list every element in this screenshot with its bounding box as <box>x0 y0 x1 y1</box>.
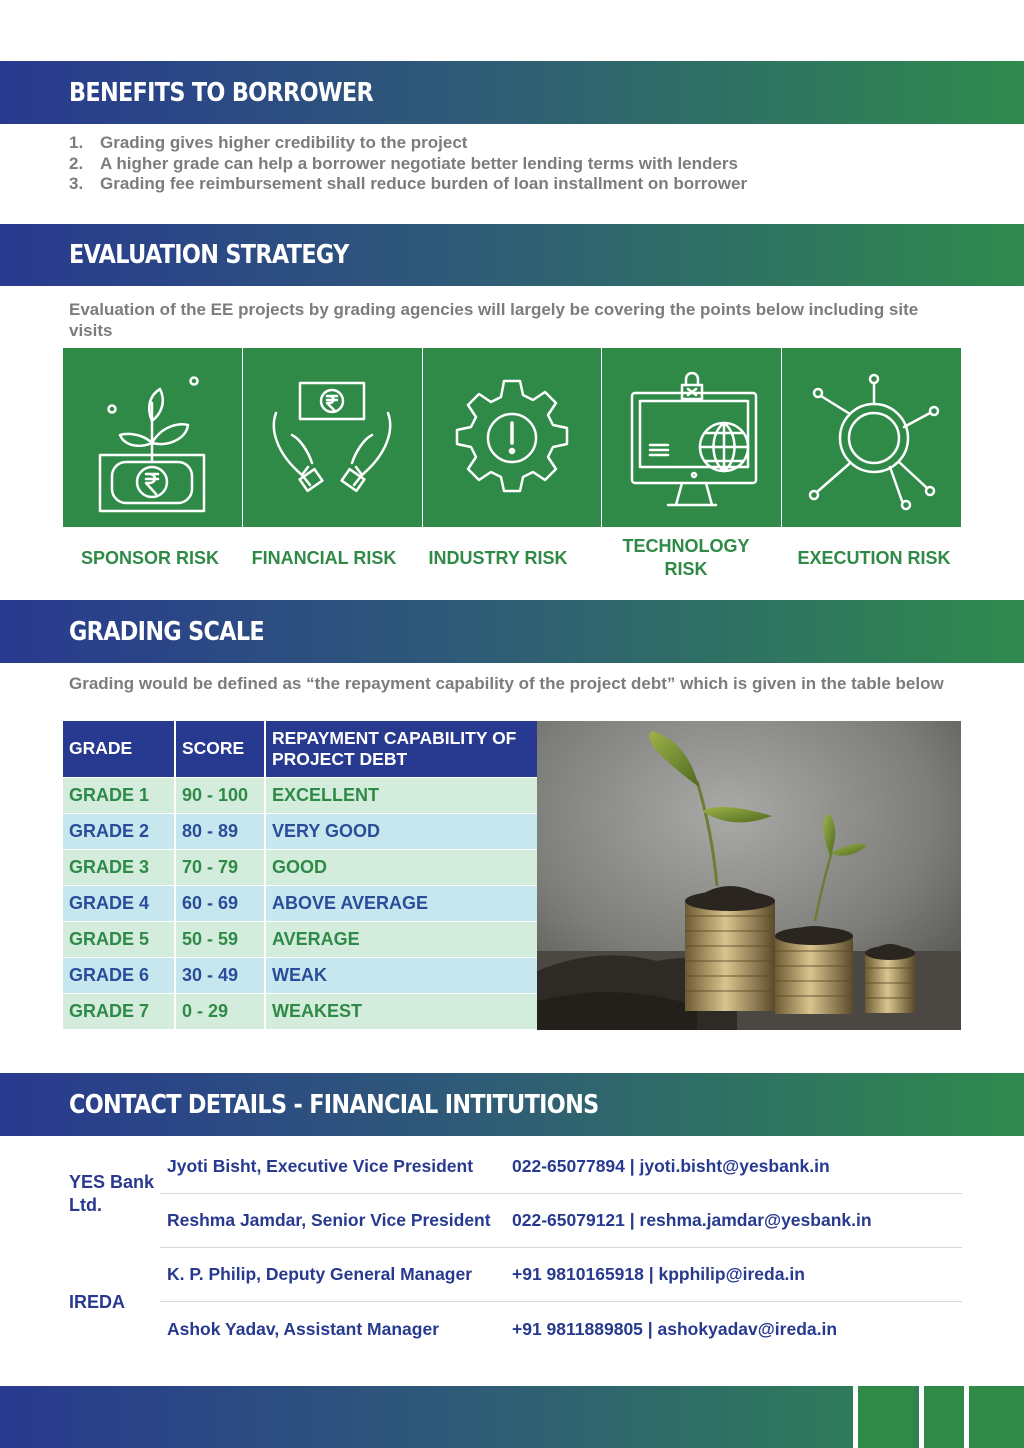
evaluation-header-band <box>0 224 1024 286</box>
table-header-row <box>63 721 537 777</box>
footer-bar <box>919 1386 964 1448</box>
contact-name: Jyoti Bisht, Executive Vice President <box>167 1156 474 1176</box>
technology-risk-tile <box>602 348 782 527</box>
column-header: SCORE <box>175 721 265 777</box>
contact-info: 022-65079121 | reshma.jamdar@yesbank.in <box>512 1210 872 1230</box>
contact-info: 022-65077894 | jyoti.bisht@yesbank.in <box>512 1156 830 1176</box>
table-row: GRADE 2 80 - 89 VERY GOOD <box>63 813 537 849</box>
contact-info: +91 9810165918 | kpphilip@ireda.in <box>512 1264 805 1284</box>
execution-risk-tile <box>782 348 961 527</box>
column-header: REPAYMENT CAPABILITY OF PROJECT DEBT <box>265 721 537 777</box>
footer-band <box>0 1386 1024 1448</box>
list-item: 3. Grading fee reimbursement shall reduce burden of loan installment on borrower <box>69 174 748 193</box>
org-ireda: IREDA <box>69 1292 126 1312</box>
table-row: GRADE 5 50 - 59 AVERAGE <box>63 921 537 957</box>
coins-plant-photo <box>537 721 961 1030</box>
contact-name: Ashok Yadav, Assistant Manager <box>167 1318 440 1339</box>
contact-name: Reshma Jamdar, Senior Vice President <box>167 1210 491 1230</box>
contacts-header-band <box>0 1073 1024 1136</box>
contact-row <box>160 1248 962 1302</box>
financial-risk-label: FINANCIAL RISK <box>251 547 397 568</box>
table-row: GRADE 7 0 - 29 WEAKEST <box>63 993 537 1029</box>
org-yes-bank: YES Bank Ltd. <box>69 1172 155 1215</box>
contact-row <box>160 1194 962 1248</box>
contact-name: K. P. Philip, Deputy General Manager <box>167 1264 473 1284</box>
network-hub-icon <box>802 363 942 513</box>
execution-risk-label: EXECUTION RISK <box>797 547 951 568</box>
grading-intro: Grading would be defined as “the repayment capability of the project debt” which is given in the table below <box>69 674 944 693</box>
hands-money-icon <box>262 363 402 513</box>
grading-heading: GRADING SCALE <box>69 616 265 647</box>
contacts-heading: CONTACT DETAILS - FINANCIAL INTITUTIONS <box>69 1089 599 1120</box>
table-row: GRADE 6 30 - 49 WEAK <box>63 957 537 993</box>
evaluation-heading: EVALUATION STRATEGY <box>69 240 349 270</box>
risk-labels <box>63 532 961 584</box>
technology-risk-label: TECHNOLOGY RISK <box>622 536 750 579</box>
risk-icon-tiles <box>63 348 961 527</box>
grading-table <box>63 721 537 1029</box>
table-row: GRADE 3 70 - 79 GOOD <box>63 849 537 885</box>
contact-row <box>160 1302 962 1356</box>
sponsor-risk-label: SPONSOR RISK <box>80 547 220 568</box>
list-item: 1. Grading gives higher credibility to the project <box>69 133 468 152</box>
industry-risk-tile <box>423 348 603 527</box>
benefits-header-band <box>0 61 1024 124</box>
contact-row <box>160 1140 962 1194</box>
contact-info: +91 9811889805 | ashokyadav@ireda.in <box>512 1318 838 1339</box>
industry-risk-label: INDUSTRY RISK <box>428 547 568 568</box>
benefits-heading: BENEFITS TO BORROWER <box>69 77 373 108</box>
list-item: 2. A higher grade can help a borrower negotiate better lending terms with lenders <box>69 153 738 173</box>
table-row: GRADE 4 60 - 69 ABOVE AVERAGE <box>63 885 537 921</box>
table-row: GRADE 1 90 - 100 EXCELLENT <box>63 777 537 813</box>
benefits-list <box>69 133 949 195</box>
column-header: GRADE <box>63 721 175 777</box>
plant-money-icon <box>82 363 222 513</box>
sponsor-risk-tile <box>63 348 243 527</box>
monitor-globe-icon <box>622 363 762 513</box>
gear-alert-icon <box>442 363 582 513</box>
grading-header-band <box>0 600 1024 663</box>
footer-bar <box>964 1386 1024 1448</box>
financial-risk-tile <box>243 348 423 527</box>
evaluation-intro: Evaluation of the EE projects by grading agencies will largely be covering the points below including site visits <box>69 300 919 340</box>
footer-bar <box>853 1386 914 1448</box>
